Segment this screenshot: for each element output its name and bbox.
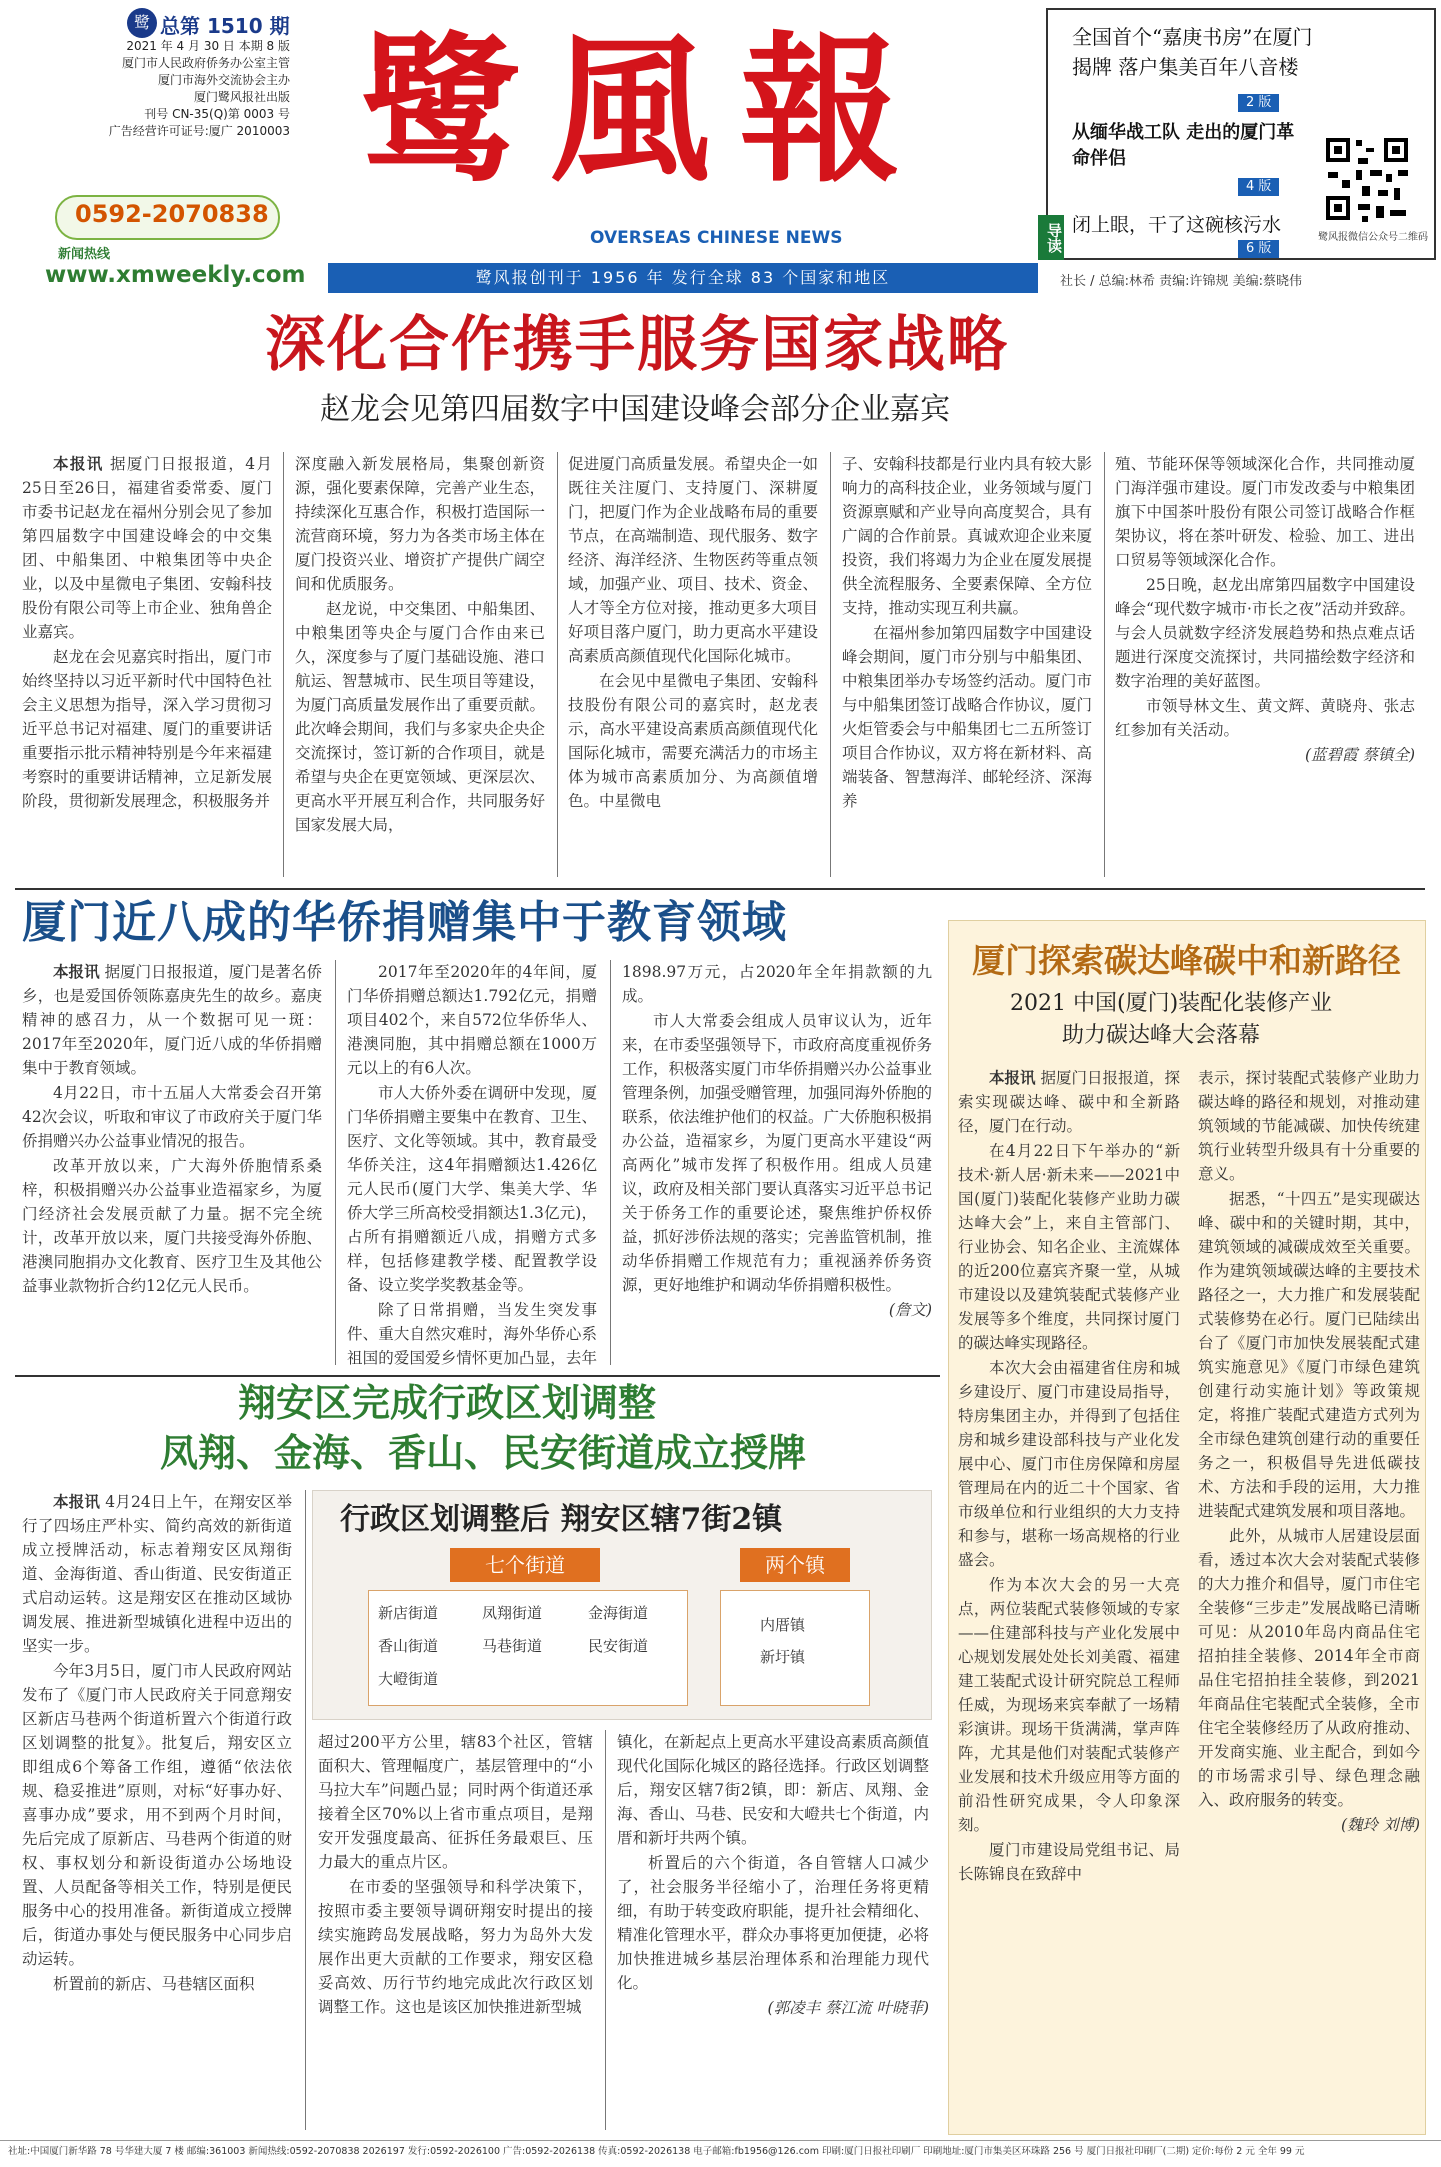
footer-text: 社址:中国厦门新华路 78 号华建大厦 7 楼 邮编:361003 新闻热线:0592-2070838 2026197 发行:0592-2026100 广告:0592-2026138 传真:0592-2026138 电子邮箱:fb1956@126.com 印刷:厦门日报社印刷厂 印刷地址:厦门市集美区环珠路 256 号 厦门日报社印刷厂(二期) 定价:每份 2 元 全年 99 元 bbox=[8, 2146, 1305, 2157]
paragraph: 市领导林文生、黄文辉、黄晓舟、张志红参加有关活动。 bbox=[1115, 697, 1415, 739]
info-line: 厦门市人民政府侨务办公室主管 bbox=[121, 56, 290, 70]
lead-col-1 bbox=[22, 452, 272, 882]
paragraph: 表示，探讨装配式装修产业助力碳达峰的路径和规划，对推动建筑领域的节能减碳、加快传统建筑行业转型升级具有十分重要的意义。 bbox=[1198, 1069, 1420, 1183]
story2-col-3 bbox=[622, 960, 932, 1370]
sidebar-col-2 bbox=[1198, 1066, 1420, 2131]
story3-col-3 bbox=[617, 1730, 929, 2130]
guide-page-badge: 2 版 bbox=[1238, 94, 1279, 112]
lead-col-5 bbox=[1115, 452, 1415, 882]
paragraph: 作为本次大会的另一大亮点，两位装配式装修领域的专家——住建部科技与产业化发展中心规划发展处处长刘美霞、福建建工装配式设计研究院总工程师任威，为现场来宾奉献了一场精彩演讲。现场干货满满，掌声阵阵，尤其是他们对装配式装修产业发展和技术升级应用等方面的前沿性研究成果，令人印象深刻。 bbox=[958, 1576, 1180, 1834]
info-line: 厦门市海外交流协会主办 bbox=[157, 73, 290, 87]
lead-col-2 bbox=[295, 452, 545, 882]
paragraph: 改革开放以来，广大海外侨胞情系桑梓，积极捐赠兴办公益事业造福家乡，为厦门经济社会发展贡献了力量。据不完全统计，改革开放以来，厦门共接受海外侨胞、港澳同胞捐办文化教育、医疗卫生及其他公益事业款物折合约12亿元人民币。 bbox=[22, 1157, 322, 1295]
paragraph: (蓝碧霞 蔡镇全) bbox=[1304, 746, 1415, 764]
paragraph: 市人大侨外委在调研中发现，厦门华侨捐赠主要集中在教育、卫生、医疗、文化等领域。其中，教育最受华侨关注，这4年捐赠额达1.426亿元人民币(厦门大学、集美大学、华侨大学三所高校受捐额达1.3亿元)，占所有捐赠额近八成，捐赠方式多样，包括修建教学楼、配置教学设备、设立奖学奖教基金等。 bbox=[347, 1084, 597, 1294]
guide-item-1[interactable] bbox=[1072, 22, 1322, 82]
paragraph: 厦门市建设局党组书记、局长陈锦良在致辞中 bbox=[958, 1841, 1180, 1883]
paragraph: 本报讯 据厦门日报报道，4月25日至26日，福建省委常委、厦门市委书记赵龙在福州分别会见了参加第四届数字中国建设峰会的中交集团、中船集团、中粮集团等中央企业，以及中星微电子集团、安翰科技股份有限公司等上市企业、独角兽企业嘉宾。 bbox=[22, 455, 272, 641]
lead-col-3 bbox=[568, 452, 818, 882]
paragraph: 深度融入新发展格局，集聚创新资源，强化要素保障，完善产业生态，持续深化互惠合作，积极打造国际一流营商环境，努力为各类市场主体在厦门投资兴业、增资扩产提供广阔空间和优质服务。 bbox=[295, 455, 545, 593]
street-item: 金海街道 bbox=[588, 1604, 649, 1622]
story3-headline-2: 凤翔、金海、香山、民安街道成立授牌 bbox=[160, 1430, 807, 1475]
english-title: OVERSEAS CHINESE NEWS bbox=[590, 228, 843, 248]
hotline-label: 新闻热线 bbox=[58, 247, 111, 262]
issue-info bbox=[90, 38, 290, 140]
paragraph: 子、安翰科技都是行业内具有较大影响力的高科技企业，业务领域与厦门资源禀赋和产业导向高度契合，具有广阔的合作前景。真诚欢迎企业来厦投资，我们将竭力为企业在厦发展提供全流程服务、全要素保障、全方位支持，推动实现互利共赢。 bbox=[842, 455, 1092, 617]
divider bbox=[830, 452, 831, 877]
story3-headline-1: 翔安区完成行政区划调整 bbox=[238, 1380, 657, 1425]
guide-item-2[interactable] bbox=[1072, 120, 1302, 172]
town-item: 内厝镇 bbox=[760, 1616, 806, 1634]
guide-page-badge: 6 版 bbox=[1238, 240, 1279, 258]
paragraph: 赵龙在会见嘉宾时指出，厦门市始终坚持以习近平新时代中国特色社会主义思想为指导，深入学习贯彻习近平总书记对福建、厦门的重要讲话重要指示批示精神特别是今年来福建考察时的重要讲话精神，立足新发展阶段，贯彻新发展理念，积极服务并 bbox=[22, 648, 272, 810]
paragraph: 本报讯 据厦门日报报道，厦门是著名侨乡，也是爱国侨领陈嘉庚先生的故乡。嘉庚精神的感召力，从一个数据可见一斑：2017年至2020年，厦门近八成的华侨捐赠集中于教育领域。 bbox=[22, 963, 322, 1077]
paragraph: 镇化，在新起点上更高水平建设高素质高颜值现代化国际化城区的路径选择。行政区划调整后，翔安区辖7街2镇，即：新店、凤翔、金海、香山、马巷、民安和大嶝共七个街道，内厝和新圩共两个镇。 bbox=[617, 1733, 929, 1847]
paragraph: 赵龙说，中交集团、中船集团、中粮集团等央企与厦门合作由来已久，深度参与了厦门基础设施、港口航运、智慧城市、民生项目等建设，为厦门高质量发展作出了重要贡献。此次峰会期间，我们与多家央企央企交流探讨，签订新的合作项目，就是希望与央企在更宽领域、更深层次、更高水平开展互利合作，共同服务好国家发展大局， bbox=[295, 600, 545, 834]
paragraph: 4月22日，市十五届人大常委会召开第42次会议，听取和审议了市政府关于厦门华侨捐赠兴办公益事业情况的报告。 bbox=[22, 1084, 322, 1150]
info-line: 厦门鹭风报社出版 bbox=[193, 90, 290, 104]
guide-page-badge: 4 版 bbox=[1238, 178, 1279, 196]
divider bbox=[610, 960, 611, 1365]
towns-label: 两个镇 bbox=[740, 1548, 850, 1582]
sidebar-subhead-2: 助力碳达峰大会落幕 bbox=[1062, 1023, 1261, 1048]
section-rule bbox=[15, 888, 1425, 890]
paragraph: (詹文) bbox=[888, 1301, 932, 1319]
lead-headline: 深化合作携手服务国家战略 bbox=[265, 310, 1009, 380]
divider bbox=[1104, 452, 1105, 877]
lead-subhead: 赵龙会见第四届数字中国建设峰会部分企业嘉宾 bbox=[320, 392, 950, 427]
paragraph: 在4月22日下午举办的“新技术·新人居·新未来——2021中国(厦门)装配化装修产业助力碳达峰大会”上，来自主管部门、行业协会、知名企业、主流媒体的近200位嘉宾齐聚一堂，从城市建设以及建筑装配式装修产业发展等多个维度，共同探讨厦门的碳达峰实现路径。 bbox=[958, 1142, 1180, 1352]
paragraph: 超过200平方公里，辖83个社区，管辖面积大、管理幅度广，基层管理中的“小马拉大车”问题凸显；同时两个街道还承接着全区70%以上省市重点项目，是翔安开发强度最高、征拆任务最艰巨、压力最大的重点片区。 bbox=[318, 1733, 593, 1871]
issue-total: 总第 1510 期 bbox=[160, 14, 290, 38]
street-item: 大嶝街道 bbox=[378, 1670, 439, 1688]
newspaper-title: 鹭風報 bbox=[360, 16, 931, 204]
info-line: 广告经营许可证号:厦广 2010003 bbox=[108, 124, 290, 138]
story3-col-2 bbox=[318, 1730, 593, 2130]
logo-emblem: 鹭 bbox=[127, 8, 157, 38]
district-graphic-title: 行政区划调整后 翔安区辖7街2镇 bbox=[340, 1502, 783, 1537]
paragraph: 除了日常捐赠，当发生突发事件、重大自然灾难时，海外华侨心系祖国的爱国爱乡情怀更加凸显，去年 bbox=[347, 1301, 597, 1367]
paragraph: 在福州参加第四届数字中国建设峰会期间，厦门市分别与中船集团、中粮集团举办专场签约活动。厦门市与中船集团签订战略合作协议，厦门火炬管委会与中船集团七二五所签订项目合作协议，双方将在新材料、高端装备、智慧海洋、邮轮经济、深海养 bbox=[842, 624, 1092, 810]
street-item: 香山街道 bbox=[378, 1637, 439, 1655]
website-link[interactable]: www.xmweekly.com bbox=[45, 262, 306, 288]
paragraph: 本次大会由福建省住房和城乡建设厅、厦门市建设局指导，特房集团主办，并得到了包括住房和城乡建设部科技与产业化发展中心、厦门市住房保障和房屋管理局在内的近二十个国家、省市级单位和行业组织的大力支持和参与，堪称一场高规格的行业盛会。 bbox=[958, 1359, 1180, 1569]
staff-line: 社长 / 总编:林希 责编:许锦规 美编:蔡晓伟 bbox=[1060, 274, 1303, 289]
paragraph: 1898.97万元，占2020年全年捐款额的九成。 bbox=[622, 963, 932, 1005]
paragraph: 本报讯 4月24日上午，在翔安区举行了四场庄严朴实、简约高效的新街道成立授牌活动，标志着翔安区凤翔街道、金海街道、香山街道、民安街道正式启动运转。这是翔安区在推动区域协调发展、推进新型城镇化进程中迈出的坚实一步。 bbox=[22, 1493, 292, 1655]
street-item: 新店街道 bbox=[378, 1604, 439, 1622]
paragraph: 25日晚，赵龙出席第四届数字中国建设峰会“现代数字城市·市长之夜”活动并致辞。与会人员就数字经济发展趋势和热点难点话题进行深度交流探讨，共同描绘数字经济和数字治理的美好蓝图。 bbox=[1115, 576, 1415, 690]
divider bbox=[605, 1730, 606, 2130]
paragraph: 促进厦门高质量发展。希望央企一如既往关注厦门、支持厦门、深耕厦门，把厦门作为企业战略布局的重要节点，在高端制造、现代服务、数字经济、海洋经济、生物医药等重点领域，加强产业、项目、技术、资金、人才等全方位对接，推动更多大项目好项目落户厦门，助力更高水平建设高素质高颜值现代化国际化城市。 bbox=[568, 455, 818, 665]
paragraph: 析置后的六个街道，各自管辖人口减少了，社会服务半径缩小了，治理任务将更精细，有助于转变政府职能，提升社会精细化、精准化管理水平，群众办事将更加便捷，必将加快推进城乡基层治理体系和治理能力现代化。 bbox=[617, 1854, 929, 1992]
story2-headline: 厦门近八成的华侨捐赠集中于教育领域 bbox=[22, 897, 787, 948]
paragraph: 2017年至2020年的4年间，厦门华侨捐赠总额达1.792亿元，捐赠项目402个，来自572位华侨华人、港澳同胞，其中捐赠总额在1000万元以上的有6人次。 bbox=[347, 963, 597, 1077]
street-item: 民安街道 bbox=[588, 1637, 649, 1655]
info-date: 2021 年 4 月 30 日 本期 8 版 bbox=[126, 39, 290, 53]
paragraph: 在市委的坚强领导和科学决策下，按照市委主要领导调研翔安时提出的接续实施跨岛发展战略，努力为岛外大发展作出更大贡献的工作要求，翔安区稳妥高效、历行节约地完成此次行政区划调整工作。这也是该区加快推进新型城 bbox=[318, 1878, 593, 2016]
story2-col-2 bbox=[347, 960, 597, 1370]
paragraph: 今年3月5日，厦门市人民政府网站发布了《厦门市人民政府关于同意翔安区新店马巷两个街道析置六个街道行政区划调整的批复》。批复后，翔安区立即组成6个筹备工作组，遵循“依法依规、稳妥推进”原则，对标“好事办好、喜事办成”要求，用不到两个月时间，先后完成了原新店、马巷两个街道的财权、事权划分和新设街道办公场地设置、人员配备等相关工作，特别是便民服务中心的投用准备。新街道成立授牌后，街道办事处与便民服务中心同步启动运转。 bbox=[22, 1662, 292, 1968]
section-rule bbox=[15, 1375, 940, 1377]
street-item: 凤翔街道 bbox=[482, 1604, 543, 1622]
info-line: 刊号 CN-35(Q)第 0003 号 bbox=[144, 107, 290, 121]
hotline-number: 0592-2070838 bbox=[75, 200, 269, 228]
paragraph: 此外，从城市人居建设层面看，透过本次大会对装配式装修的大力推介和倡导，厦门市住宅全装修“三步走”发展战略已清晰可见：从2010年岛内商品住宅招拍挂全装修、2014年全市商品住宅招拍挂全装修，到2021年商品住宅装配式全装修，全市住宅全装修经历了从政府推动、开发商实施、业主配合，到如今的市场需求引导、绿色理念融入、政府服务的转变。 bbox=[1198, 1527, 1420, 1809]
streets-label: 七个街道 bbox=[450, 1548, 600, 1582]
sidebar-headline: 厦门探索碳达峰碳中和新路径 bbox=[972, 941, 1401, 980]
founding-banner: 鹭风报创刊于 1956 年 发行全球 83 个国家和地区 bbox=[328, 263, 1038, 293]
divider bbox=[283, 452, 284, 877]
divider bbox=[557, 452, 558, 877]
sidebar-subhead-1: 2021 中国(厦门)装配化装修产业 bbox=[1010, 991, 1333, 1016]
sidebar-col-1 bbox=[958, 1066, 1180, 2131]
street-item: 马巷街道 bbox=[482, 1637, 543, 1655]
masthead bbox=[0, 0, 1441, 300]
paragraph: 在会见中星微电子集团、安翰科技股份有限公司的嘉宾时，赵龙表示，高水平建设高素质高颜值现代化国际化城市，需要充满活力的市场主体为城市高素质加分、为高颜值增色。中星微电 bbox=[568, 672, 818, 810]
guide-item-title: 从缅华战工队 走出的厦门革命伴侣 bbox=[1072, 122, 1295, 169]
paragraph: (魏玲 刘博) bbox=[1340, 1816, 1420, 1834]
paragraph: 据悉，“十四五”是实现碳达峰、碳中和的关键时期，其中，建筑领域的减碳成效至关重要。作为建筑领域碳达峰的主要技术路径之一，大力推广和发展装配式装修势在必行。厦门已陆续出台了《厦门市加快发展装配式建筑实施意见》《厦门市绿色建筑创建行动实施计划》等政策规定，将推广装配式建造方式列为全市绿色建筑创建行动的重要任务之一，积极倡导先进低碳技术、方法和手段的运用，大力推进装配式建筑发展和项目落地。 bbox=[1198, 1190, 1420, 1520]
guide-item-3[interactable]: 闭上眼，干了这碗核污水 bbox=[1072, 214, 1282, 236]
paragraph: 市人大常委会组成人员审议认为，近年来，在市委坚强领导下，市政府高度重视侨务工作，积极落实厦门市华侨捐赠兴办公益事业管理条例，加强受赠管理，加强同海外侨胞的联系，依法维护他们的权益。广大侨胞积极捐办公益，造福家乡，为厦门更高水平建设“两高两化”城市发挥了积极作用。组成人员建议，政府及相关部门要认真落实习近平总书记关于侨务工作的重要论述，聚焦维护侨权侨益，抓好涉侨法规的落实；完善监管机制，推动华侨捐赠工作规范有力；重视涵养侨务资源，更好地维护和调动华侨捐赠积极性。 bbox=[622, 1012, 932, 1294]
paragraph: 析置前的新店、马巷辖区面积 bbox=[53, 1975, 255, 1993]
divider bbox=[335, 960, 336, 1365]
qr-code-icon[interactable] bbox=[1322, 134, 1412, 224]
guide-label: 导读 bbox=[1038, 215, 1064, 260]
qr-caption: 鹭风报微信公众号二维码 bbox=[1318, 232, 1428, 243]
paragraph: 殖、节能环保等领域深化合作，共同推动厦门海洋强市建设。厦门市发改委与中粮集团旗下中国茶叶股份有限公司签订战略合作框架协议，将在茶叶研发、检验、加工、进出口贸易等领域深化合作。 bbox=[1115, 455, 1415, 569]
divider bbox=[305, 1490, 306, 2130]
lead-col-4 bbox=[842, 452, 1092, 882]
footer-rule bbox=[0, 2140, 1441, 2141]
town-item: 新圩镇 bbox=[760, 1648, 806, 1666]
story3-col-1 bbox=[22, 1490, 292, 2130]
guide-item-title: 全国首个“嘉庚书房”在厦门揭牌 落户集美百年八音楼 bbox=[1072, 25, 1313, 79]
story2-col-1 bbox=[22, 960, 322, 1370]
paragraph: 本报讯 据厦门日报报道，探索实现碳达峰、碳中和全新路径，厦门在行动。 bbox=[958, 1069, 1180, 1135]
paragraph: (郭凌丰 蔡江流 叶晓菲) bbox=[767, 1999, 929, 2017]
